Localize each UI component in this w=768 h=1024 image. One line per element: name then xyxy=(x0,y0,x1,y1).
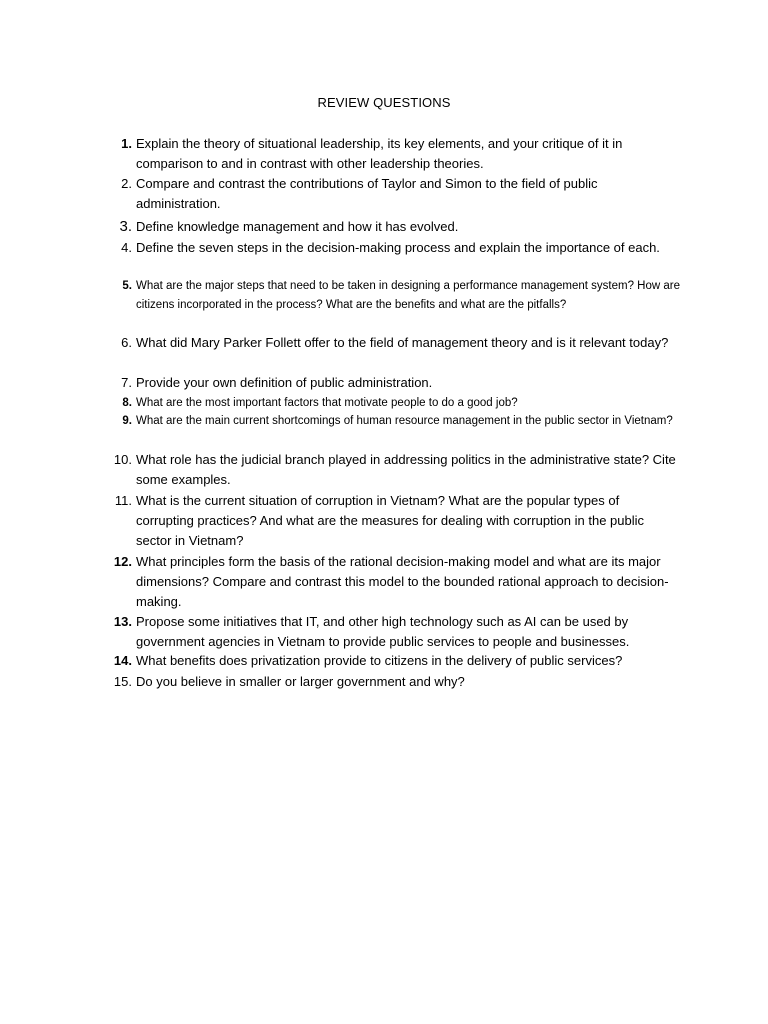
question-number: 2. xyxy=(121,176,132,191)
question-text: Propose some initiatives that IT, and other high technology such as AI can be used by government agencies in Vietnam to provide public services to people and businesses. xyxy=(136,614,630,649)
question-text: Define the seven steps in the decision-making process and explain the importance of each. xyxy=(136,240,660,255)
question-text: Explain the theory of situational leadership, its key elements, and your critique of it in comparison to and in contrast with other leadership theories. xyxy=(136,136,623,171)
question-number: 12. xyxy=(113,554,132,569)
question-text: What role has the judicial branch played in addressing politics in the administrative state? Cite some examples. xyxy=(136,452,676,487)
question-number: 6. xyxy=(121,335,132,350)
question-number: 13. xyxy=(113,614,132,629)
question-text: What are the most important factors that motivate people to do a good job? xyxy=(136,397,518,409)
question-number: 3. xyxy=(119,218,132,235)
page-title: REVIEW QUESTIONS xyxy=(317,95,451,110)
question-text: What did Mary Parker Follett offer to the field of management theory and is it relevant today? xyxy=(136,335,669,350)
question-text: Define knowledge management and how it has evolved. xyxy=(136,219,459,234)
question-number: 4. xyxy=(121,240,132,255)
question-number: 9. xyxy=(122,415,132,427)
question-number: 8. xyxy=(122,397,132,409)
question-text: What principles form the basis of the rational decision-making model and what are its major dimensions? Compare and contrast this model to the bounded rational approach to decision-making. xyxy=(136,554,669,609)
question-text: Compare and contrast the contributions of Taylor and Simon to the field of public administration. xyxy=(136,176,598,211)
question-number: 14. xyxy=(113,653,132,668)
question-text: What is the current situation of corruption in Vietnam? What are the popular types of corrupting practices? And what are the measures for dealing with corruption in the public sector in Vietnam? xyxy=(136,493,645,548)
question-text: What are the main current shortcomings of human resource management in the public sector in Vietnam? xyxy=(136,415,673,427)
question-number: 10. xyxy=(113,452,132,467)
question-text: What benefits does privatization provide to citizens in the delivery of public services? xyxy=(136,653,623,668)
question-number: 5. xyxy=(122,280,132,292)
question-text: Provide your own definition of public administration. xyxy=(136,375,433,390)
question-number: 1. xyxy=(121,136,132,151)
question-text: What are the major steps that need to be taken in designing a performance management system? How are citizens incorporated in the process? What are the benefits and what are the pitfalls? xyxy=(136,280,680,311)
question-number: 7. xyxy=(121,375,132,390)
question-text: Do you believe in smaller or larger government and why? xyxy=(136,674,465,689)
question-number: 15. xyxy=(113,674,132,689)
question-number: 11. xyxy=(114,493,132,508)
